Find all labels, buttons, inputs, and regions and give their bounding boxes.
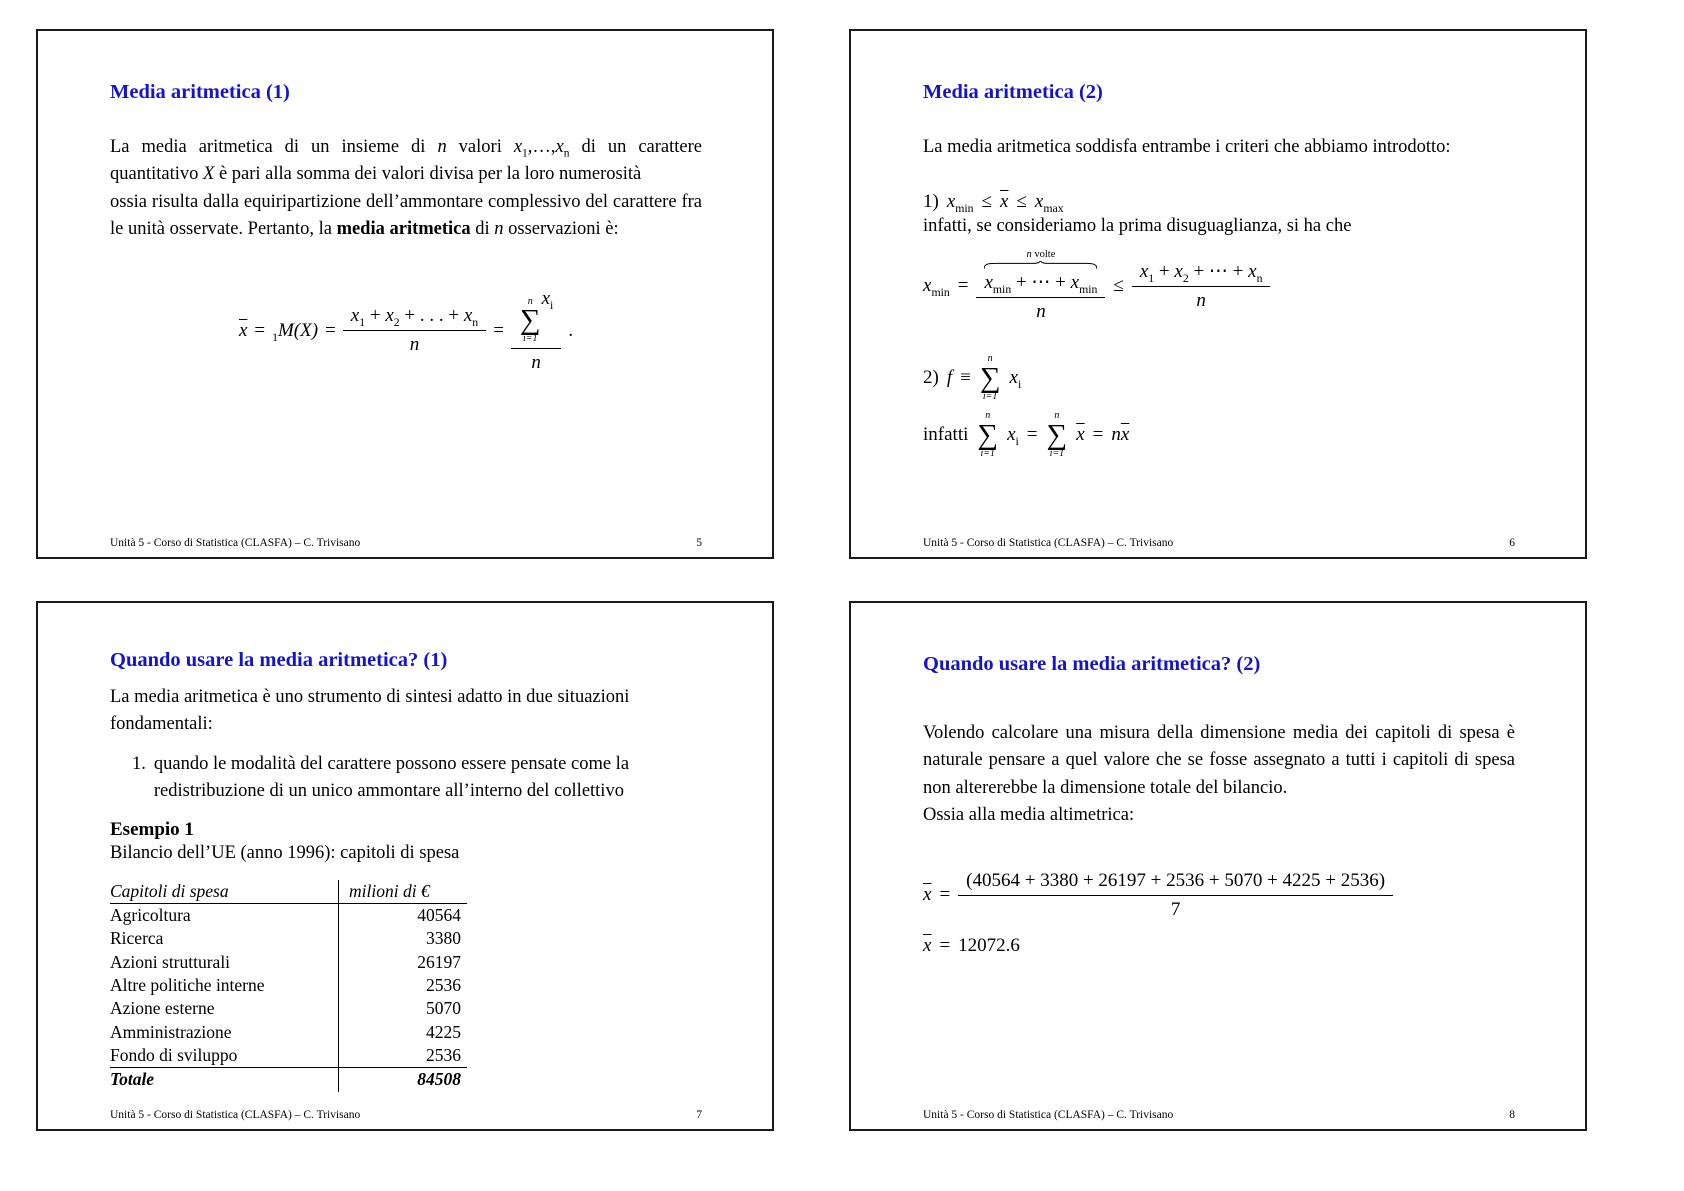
text-run: è pari alla somma dei valori divisa per la loro numerosità	[214, 164, 642, 185]
slide-footer	[923, 537, 1515, 549]
example-label: Esempio 1	[110, 818, 194, 840]
math-var-x: x	[541, 287, 551, 309]
slide-media-aritmetica-1	[36, 29, 774, 559]
footer-text: Unità 5 - Corso di Statistica (CLASFA) – C. Trivisano	[923, 1109, 1174, 1121]
mean-computation-formula	[923, 870, 1515, 921]
fraction-sum-explicit	[343, 305, 486, 356]
math-op: =	[1026, 423, 1038, 445]
paragraph-budget: Volendo calcolare una misura della dimensione media dei capitoli di spesa è naturale pensare a quel valore che se fosse assegnato a tutti i capitoli di spesa non altererebbe la dimensione totale del bilancio.	[923, 723, 1515, 798]
table-header-capitoli: Capitoli di spesa	[110, 880, 339, 904]
fraction-numerator	[1132, 260, 1271, 287]
text-run: osservazioni è:	[503, 219, 619, 240]
math-op: =	[939, 884, 951, 905]
item-label: 1)	[923, 191, 939, 213]
paragraph-criteria: La media aritmetica soddisfa entrambe i criteri che abbiamo introdotto:	[923, 137, 1451, 157]
table-row	[110, 903, 467, 927]
math-period: .	[568, 319, 574, 341]
mean-formula	[110, 288, 702, 374]
math-var-x: x	[984, 272, 993, 294]
math-var-n: n	[1026, 248, 1032, 260]
paragraph-intro: La media aritmetica è uno strumento di sintesi adatto in due situazioni fondamentali:	[110, 687, 630, 735]
fraction-values	[958, 870, 1393, 921]
text-run: La media aritmetica di un insieme di	[110, 137, 438, 157]
paragraph-equipartition	[110, 189, 702, 244]
fraction-numerator	[511, 288, 561, 349]
item-number: 1.	[132, 753, 146, 774]
sum-definition-item	[923, 353, 1515, 402]
math-nxbar	[1111, 424, 1129, 446]
inequality-formula	[923, 249, 1515, 324]
math-var-x: x	[513, 137, 523, 157]
math-sub: 1	[359, 315, 366, 329]
table-row	[110, 1021, 467, 1044]
sum-lower: i=1	[980, 447, 995, 459]
sigma-icon: ∑	[1046, 418, 1068, 451]
math-var-x: x	[1007, 423, 1016, 445]
table-cell-value: 2536	[339, 974, 468, 997]
text-run: ossia risulta dalla equiripartizione dell’ammontare complessivo del carattere fra le unità osservate. Pertanto, la	[110, 191, 702, 240]
page-number: 8	[1509, 1109, 1515, 1121]
math-xbar: $\overline{x}$	[238, 319, 248, 341]
math-xi	[1010, 367, 1022, 389]
math-sub: n	[472, 315, 479, 329]
math-xbar: $\overline{x}$	[1076, 423, 1085, 445]
math-xbar: $\overline{x}$	[923, 934, 932, 956]
math-op: ≤	[981, 191, 993, 213]
fraction-numerator	[343, 305, 486, 331]
bold-term: media aritmetica	[336, 219, 471, 240]
math-sub: min	[931, 285, 950, 299]
sigma-icon: ∑	[977, 418, 999, 451]
math-op: =	[957, 275, 969, 297]
math-var-x: x	[463, 305, 473, 327]
table-cell-label: Ricerca	[110, 928, 164, 949]
summation	[980, 353, 1001, 402]
fraction-denominator: n	[1036, 301, 1046, 323]
table-cell-value: 5070	[339, 997, 468, 1020]
math-sub: i	[1017, 377, 1022, 391]
table-cell-label: Azione esterne	[110, 998, 215, 1019]
text-run: valori	[446, 137, 514, 157]
mean-formula-row	[239, 288, 573, 374]
math-var-x: x	[1248, 261, 1257, 283]
fraction-denominator: n	[1196, 290, 1206, 312]
slide-title: Media aritmetica (1)	[110, 81, 290, 103]
text-run: infatti	[923, 423, 969, 445]
sigma-icon: ∑	[519, 304, 541, 336]
table-total-label: Totale	[110, 1068, 339, 1092]
footer-text: Unità 5 - Corso di Statistica (CLASFA) – C. Trivisano	[923, 537, 1174, 549]
table-cell-label: Agricoltura	[110, 904, 191, 925]
footer-text: Unità 5 - Corso di Statistica (CLASFA) – C. Trivisano	[110, 1109, 361, 1121]
math-xbar: $\overline{x}$	[1000, 191, 1009, 213]
math-xmin	[946, 191, 974, 216]
math-op: =	[254, 319, 266, 341]
math-sub: min	[1079, 283, 1098, 297]
math-op: ≤	[1016, 191, 1027, 213]
inequality-item	[923, 191, 1515, 216]
math-sub: 1	[1148, 271, 1155, 285]
math-sub: n	[563, 147, 570, 160]
math-var-x: x	[1070, 272, 1080, 294]
slide-media-aritmetica-2	[849, 29, 1587, 559]
slide-title: Quando usare la media aritmetica? (2)	[923, 653, 1261, 675]
math-sub: n	[1256, 271, 1263, 285]
math-op: =	[939, 934, 951, 956]
math-xmax	[1034, 191, 1064, 216]
math-xmin	[923, 275, 950, 297]
math-var-x: x	[555, 137, 564, 157]
math-var-x: x	[385, 305, 394, 327]
table-row	[110, 997, 467, 1020]
math-var-x: x	[350, 305, 360, 327]
math-MX: M(X)	[277, 319, 319, 341]
math-sub: 1	[522, 147, 528, 160]
table-cell-value: 3380	[339, 927, 468, 950]
math-var-x: x	[1139, 261, 1149, 283]
fraction-denominator: n	[531, 351, 541, 373]
math-sub: i	[1015, 434, 1019, 448]
fraction-sum-explicit	[1132, 260, 1271, 312]
math-sub: 2	[393, 315, 400, 329]
math-var-x: x	[1009, 366, 1018, 388]
sum-upper: n	[527, 295, 533, 307]
numbered-item	[110, 751, 702, 806]
math-op: +	[1154, 261, 1175, 283]
paragraph-infatti: infatti, se consideriamo la prima disuguaglianza, si ha che	[923, 216, 1352, 237]
fraction-numerator: (40564 + 3380 + 26197 + 2536 + 5070 + 4225 + 2536)	[958, 870, 1393, 896]
table-row	[110, 974, 467, 997]
expense-table	[110, 880, 467, 1092]
math-var-x: x	[923, 275, 932, 297]
fraction-sigma	[511, 288, 561, 374]
sum-lower: i=1	[522, 333, 538, 345]
sum-upper: n	[987, 353, 993, 365]
math-sub: i	[550, 298, 554, 312]
math-var-n: n	[437, 137, 447, 157]
table-cell-value: 40564	[339, 903, 468, 927]
sum-lower: i=1	[982, 390, 998, 402]
slide-title: Quando usare la media aritmetica? (1)	[110, 649, 448, 671]
math-presub: 1	[272, 330, 278, 344]
math-op: + ⋯ +	[1011, 272, 1071, 294]
math-sub: 2	[1182, 271, 1189, 285]
table-cell-value: 26197	[339, 951, 468, 974]
overbrace-icon	[984, 261, 1097, 269]
table-header-row	[110, 880, 467, 904]
text-run: di	[470, 219, 495, 240]
slide-footer	[110, 1109, 702, 1121]
math-op: + . . . +	[399, 305, 464, 327]
item-text: quando le modalità del carattere possono essere pensate come la redistribuzione di un unico ammontare all’interno del collettivo	[153, 753, 630, 802]
text-run: di un carattere quantitativo	[110, 137, 703, 185]
footer-text: Unità 5 - Corso di Statistica (CLASFA) – C. Trivisano	[110, 537, 361, 549]
math-var-n: n	[494, 219, 504, 240]
page-number: 7	[696, 1109, 702, 1121]
sum-upper: n	[1054, 410, 1060, 422]
mean-result-value: 12072.6	[958, 934, 1020, 956]
table-row	[110, 927, 467, 950]
math-var-x: x	[1174, 261, 1183, 283]
math-presub-M	[272, 320, 318, 342]
sigma-icon: ∑	[979, 361, 1001, 394]
table-total-row	[110, 1068, 467, 1092]
slide-quando-usare-2	[849, 601, 1587, 1131]
overbrace-label	[1027, 249, 1056, 261]
paragraph-ossia: Ossia alla media altimetrica:	[923, 805, 1135, 826]
math-xbar: $\overline{x}$	[1120, 423, 1130, 445]
fraction-numerator	[976, 249, 1105, 299]
table-row	[110, 1044, 467, 1068]
table-cell-value: 4225	[339, 1021, 468, 1044]
math-op: =	[493, 319, 504, 341]
table-cell-label: Fondo di sviluppo	[110, 1044, 238, 1065]
slide-footer	[923, 1109, 1515, 1121]
slide-title: Media aritmetica (2)	[923, 81, 1103, 103]
fraction-denominator: n	[409, 334, 420, 356]
math-op: ≡	[960, 366, 971, 388]
math-xi	[1007, 424, 1019, 446]
overbrace-group	[984, 249, 1097, 295]
math-op: ≤	[1113, 275, 1124, 297]
table-total-value: 84508	[339, 1068, 468, 1092]
math-op: + ⋯ +	[1188, 261, 1249, 283]
table-cell-label: Azioni strutturali	[110, 951, 231, 972]
table-row	[110, 951, 467, 974]
paragraph-definition	[110, 134, 702, 189]
overbrace-expression	[984, 271, 1098, 297]
slide-footer	[110, 537, 702, 549]
sum-identity-line	[923, 410, 1515, 459]
summation	[1047, 410, 1068, 459]
table-cell-value: 2536	[339, 1044, 468, 1068]
page-number: 5	[696, 537, 702, 549]
math-sub: min	[992, 283, 1012, 297]
math-sub: max	[1043, 202, 1064, 216]
mean-result-line	[923, 935, 1515, 957]
item-label: 2)	[923, 366, 939, 388]
math-op: +	[365, 305, 386, 327]
math-sub: min	[955, 202, 974, 216]
summation	[520, 296, 541, 345]
text-run: volte	[1031, 248, 1056, 260]
fraction-denominator: 7	[1170, 898, 1181, 920]
table-cell-label: Amministrazione	[110, 1021, 232, 1042]
summation	[977, 410, 998, 459]
math-var-x: x	[1034, 191, 1044, 213]
math-var-n: n	[1111, 423, 1121, 445]
sum-upper: n	[985, 410, 991, 422]
table-cell-label: Altre politiche interne	[110, 974, 265, 995]
math-op: =	[1092, 423, 1104, 445]
table-header-milioni: milioni di €	[339, 880, 468, 904]
math-var-X: X	[203, 164, 215, 185]
slide-quando-usare-1	[36, 601, 774, 1131]
fraction-min-repeated	[976, 249, 1105, 324]
text-run: ,…,	[527, 137, 556, 157]
page-number: 6	[1509, 537, 1515, 549]
math-op: =	[325, 319, 336, 341]
sum-lower: i=1	[1049, 447, 1065, 459]
math-xbar: $\overline{x}$	[923, 884, 932, 905]
math-var-f: f	[946, 366, 953, 388]
example-subtitle: Bilancio dell’UE (anno 1996): capitoli di spesa	[110, 842, 460, 863]
math-var-x: x	[946, 191, 956, 213]
